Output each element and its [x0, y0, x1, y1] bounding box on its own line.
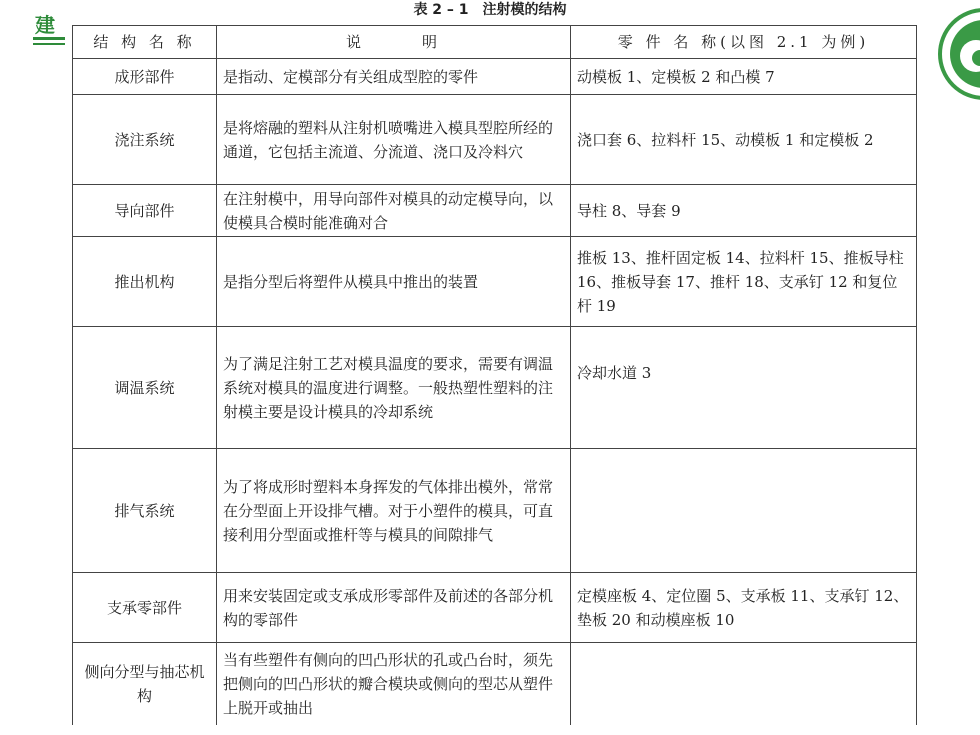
description-cell: 用来安装固定或支承成形零部件及前述的各部分机构的零部件: [217, 573, 571, 643]
table-row: [73, 59, 917, 95]
structure-name-cell: 排气系统: [73, 449, 217, 573]
description-cell: 是将熔融的塑料从注射机喷嘴进入模具型腔所经的通道，它包括主流道、分流道、浇口及冷料穴: [217, 95, 571, 185]
table-row: [73, 185, 917, 237]
table-row: [73, 449, 917, 573]
table-row: [73, 643, 917, 725]
svg-text:建: 建: [35, 13, 55, 37]
table-row: [73, 327, 917, 449]
description-cell: 是指动、定模部分有关组成型腔的零件: [217, 59, 571, 95]
description-cell: 是指分型后将塑件从模具中推出的装置: [217, 237, 571, 327]
column-header-part-names: 零 件 名 称(以图 2.1 为例): [571, 26, 917, 59]
table-header-row: [73, 26, 917, 59]
structure-name-cell: 侧向分型与抽芯机构: [73, 643, 217, 725]
structure-name-cell: 支承零部件: [73, 573, 217, 643]
parts-cell: 冷却水道 3: [571, 327, 917, 449]
parts-cell: 推板 13、推杆固定板 14、拉料杆 15、推板导柱 16、推板导套 17、推杆 18、支承钉 12 和复位杆 19: [571, 237, 917, 327]
structure-name-cell: 导向部件: [73, 185, 217, 237]
parts-cell: 导柱 8、导套 9: [571, 185, 917, 237]
parts-cell: 定模座板 4、定位圈 5、支承板 11、支承钉 12、垫板 20 和动模座板 10: [571, 573, 917, 643]
structure-name-cell: 成形部件: [73, 59, 217, 95]
table-caption: 表 2 – 1 注射模的结构: [413, 2, 567, 18]
university-seal-icon: [936, 0, 980, 110]
mold-structure-table: [72, 25, 917, 725]
column-header-structure-name: 结 构 名 称: [73, 26, 217, 59]
description-cell: 为了满足注射工艺对模具温度的要求，需要有调温系统对模具的温度进行调整。一般热塑性塑料的注射模主要是设计模具的冷却系统: [217, 327, 571, 449]
structure-name-cell: 推出机构: [73, 237, 217, 327]
table-row: [73, 95, 917, 185]
description-cell: 在注射模中，用导向部件对模具的动定模导向，以使模具合模时能准确对合: [217, 185, 571, 237]
table-row: [73, 237, 917, 327]
parts-cell: 动模板 1、定模板 2 和凸模 7: [571, 59, 917, 95]
table-row: [73, 573, 917, 643]
school-logo-icon: [33, 10, 65, 58]
parts-cell: [571, 643, 917, 725]
structure-name-cell: 调温系统: [73, 327, 217, 449]
description-cell: 为了将成形时塑料本身挥发的气体排出模外，常常在分型面上开设排气槽。对于小塑件的模具，可直接利用分型面或推杆等与模具的间隙排气: [217, 449, 571, 573]
structure-name-cell: 浇注系统: [73, 95, 217, 185]
parts-cell: 浇口套 6、拉料杆 15、动模板 1 和定模板 2: [571, 95, 917, 185]
parts-cell: [571, 449, 917, 573]
column-header-description: 说 明: [217, 26, 571, 59]
description-cell: 当有些塑件有侧向的凹凸形状的孔或凸台时，须先把侧向的凹凸形状的瓣合模块或侧向的型芯从塑件上脱开或抽出: [217, 643, 571, 725]
